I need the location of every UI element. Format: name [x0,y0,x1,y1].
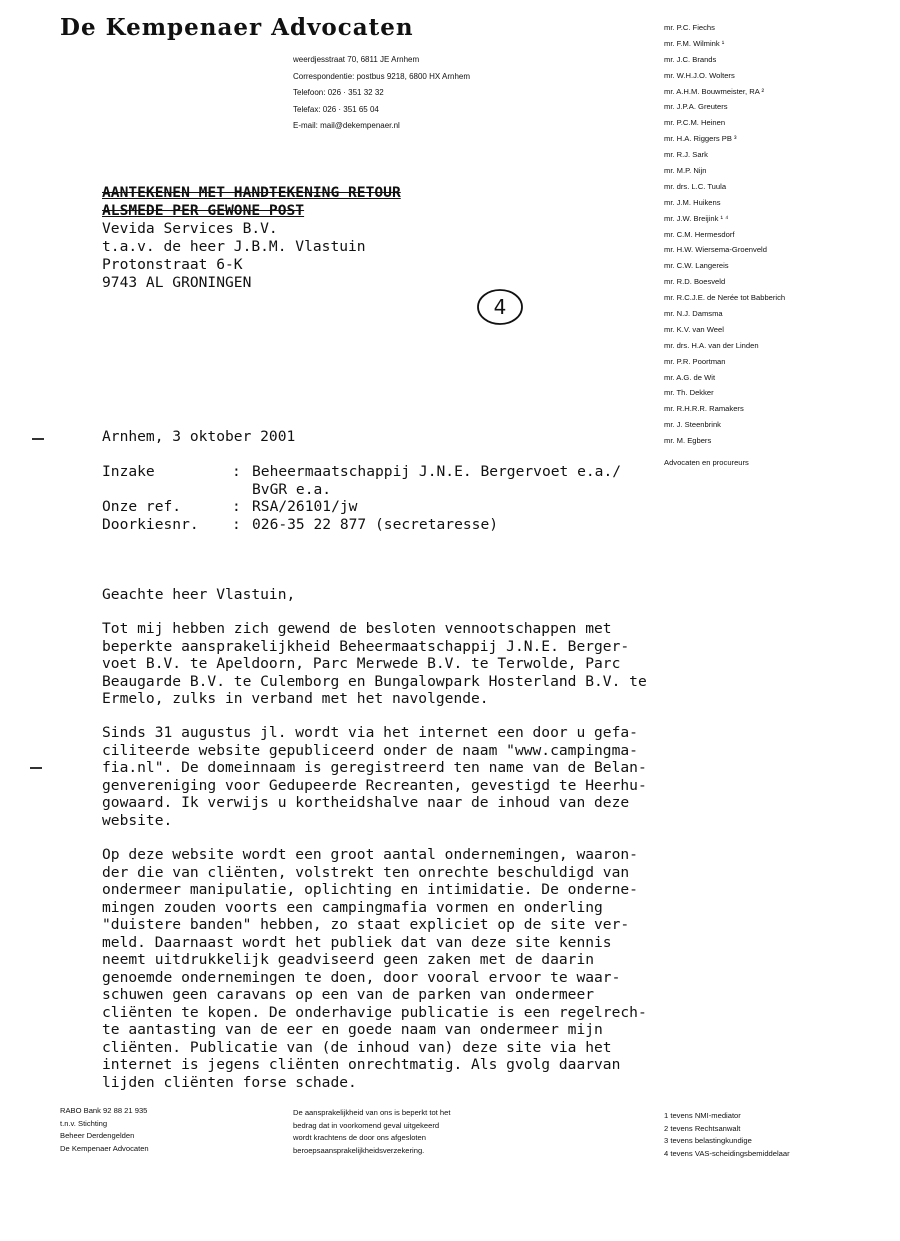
margin-fold-mark [30,767,42,769]
recipient-city: 9743 AL GRONINGEN [102,274,252,291]
separator: : [232,515,241,533]
phone-row [102,516,621,534]
salutation: Geachte heer Vlastuin, [102,586,296,603]
partner-name: mr. H.W. Wiersema-Groenveld [664,245,767,255]
recipient-attention: t.a.v. de heer J.B.M. Vlastuin [102,238,366,255]
footer-liability-notice [293,1107,450,1157]
footer-notes [664,1110,790,1160]
footer-line: 1 tevens NMI-mediator [664,1111,741,1120]
partner-name: mr. R.H.R.R. Ramakers [664,404,744,414]
partner-name: mr. J.P.A. Greuters [664,102,728,112]
separator: : [232,498,241,515]
partner-name: mr. J.C. Brands [664,54,717,64]
inzake-row-continued [102,481,621,499]
phone-label: Doorkiesnr. [102,515,199,533]
partner-name: mr. K.V. van Weel [664,324,724,334]
partner-name: mr. C.M. Hermesdorf [664,229,735,239]
footer-line: 3 tevens belastingkundige [664,1136,752,1145]
partner-name: mr. P.R. Poortman [664,356,726,366]
reference-row [102,498,621,516]
partner-name: mr. M.P. Nijn [664,166,707,176]
partner-name: mr. F.M. Wilmink ¹ [664,38,725,48]
address-line: weerdjesstraat 70, 6811 JE Arnhem [293,55,420,64]
address-line: Telefoon: 026 · 351 32 32 [293,88,384,97]
partner-name: mr. P.C. Fiechs [664,23,715,32]
partner-name: mr. drs. H.A. van der Linden [664,340,759,350]
partner-name: mr. P.C.M. Heinen [664,118,726,128]
partner-name: mr. H.A. Riggers PB ³ [664,134,737,144]
footer-line: Beheer Derdengelden [60,1131,135,1140]
partner-name: mr. A.G. de Wit [664,372,716,382]
footer-line: RABO Bank 92 88 21 935 [60,1106,148,1115]
partner-name: mr. N.J. Damsma [664,309,723,319]
body-paragraph: Tot mij hebben zich gewend de besloten vennootschappen met beperkte aansprakelijkheid Beheermaatschappij J.N.E. Berger- voet B.V. te Apeldoorn, Parc Merwede B.V. te Terwolde, Parc Beaugarde B.V. te Culemborg en Bungalowpark Hosterland B.V. te Ermelo, zulks in verband met het navolgende. [102,620,647,707]
footer-line: 2 tevens Rechtsanwalt [664,1123,741,1133]
reference-label: Onze ref. [102,498,182,515]
address-line: Correspondentie: postbus 9218, 6800 HX Arnhem [293,71,471,81]
footer-line: bedrag dat in voorkomend geval uitgekeerd [293,1120,440,1130]
phone-value: 026-35 22 877 (secretaresse) [252,515,499,533]
footer-line: t.n.v. Stichting [60,1118,108,1128]
partner-name: mr. J. Steenbrink [664,420,721,430]
footer-line: 4 tevens VAS-scheidingsbemiddelaar [664,1148,790,1158]
recipient-company: Vevida Services B.V. [102,220,278,237]
delivery-instruction: ALSMEDE PER GEWONE POST [102,202,305,219]
margin-fold-mark [32,438,44,440]
footer-line: beroepsaansprakelijkheidsverzekering. [293,1145,425,1155]
inzake-row [102,463,621,481]
recipient-street: Protonstraat 6-K [102,256,243,273]
partner-name: mr. drs. L.C. Tuula [664,181,727,191]
handwritten-number: 4 [493,295,507,319]
reference-value: RSA/26101/jw [252,498,358,515]
body-paragraph: Sinds 31 augustus jl. wordt via het internet een door u gefa- ciliteerde website gepubliceerd onder de naam "www.campingma- fia.nl". De domeinnaam is geregistreerd ten name van de Belan- genvereniging voor Gedupeerde Recreanten, gevestigd te Heerhu- gowaard. Ik verwijs u kortheidshalve naar de inhoud van deze website. [102,724,647,829]
partner-name: mr. J.W. Breijink ¹ ⁴ [664,213,729,223]
reference-block [102,463,621,533]
footer-line: De Kempenaer Advocaten [60,1143,149,1153]
footer-line: wordt krachtens de door ons afgesloten [293,1133,426,1142]
partner-name: mr. Th. Dekker [664,388,714,398]
address-line: E-mail: mail@dekempenaer.nl [293,121,400,130]
partner-name: mr. C.W. Langereis [664,261,729,271]
partner-name: mr. A.H.M. Bouwmeister, RA ² [664,86,765,96]
footer-bank-details [60,1105,149,1155]
partner-name: mr. W.H.J.O. Wolters [664,70,735,80]
firm-name: De Kempenaer Advocaten [60,14,414,41]
partners-footer: Advocaten en procureurs [664,458,749,467]
partner-name: mr. J.M. Huikens [664,197,721,207]
separator: : [232,463,241,480]
firm-address [293,52,470,135]
inzake-value: Beheermaatschappij J.N.E. Bergervoet e.a./ [252,463,622,480]
footer-line: De aansprakelijkheid van ons is beperkt tot het [293,1108,451,1117]
partner-name: mr. R.D. Boesveld [664,277,726,287]
partner-name: mr. R.C.J.E. de Nerée tot Babberich [664,293,786,303]
partner-name: mr. R.J. Sark [664,150,708,160]
partner-name: mr. M. Egbers [664,436,712,446]
partner-list [664,20,785,449]
inzake-value: BvGR e.a. [252,480,332,498]
inzake-label: Inzake [102,463,155,480]
date-line: Arnhem, 3 oktober 2001 [102,428,296,445]
delivery-instruction: AANTEKENEN MET HANDTEKENING RETOUR [102,184,401,201]
body-paragraph: Op deze website wordt een groot aantal ondernemingen, waaron- der die van cliënten, volstrekt ten onrechte beschuldigd van ondermeer manipulatie, oplichting en intimidatie. De onderne- mingen zouden voorts een campingmafia vormen en onderling "duistere banden" hebben, zo staat expliciet op de site ver- meld. Daarnaast wordt het publiek dat van deze site kennis neemt uitdrukkelijk geadviseerd geen zaken met de daarin genoemde ondernemingen te doen, door vooral ervoor te waar- schuwen geen caravans op een van de parken van ondermeer cliënten te kopen. De onderhavige publicatie is een regelrech- te aantasting van de eer en goede naam van ondermeer mijn cliënten. Publicatie van (de inhoud van) deze site via het internet is jegens cliënten onrechtmatig. Als gvolg daarvan lijden cliënten forse schade. [102,846,647,1091]
address-line: Telefax: 026 · 351 65 04 [293,104,379,114]
handwritten-circled-number [476,287,524,327]
recipient-block [102,184,401,292]
